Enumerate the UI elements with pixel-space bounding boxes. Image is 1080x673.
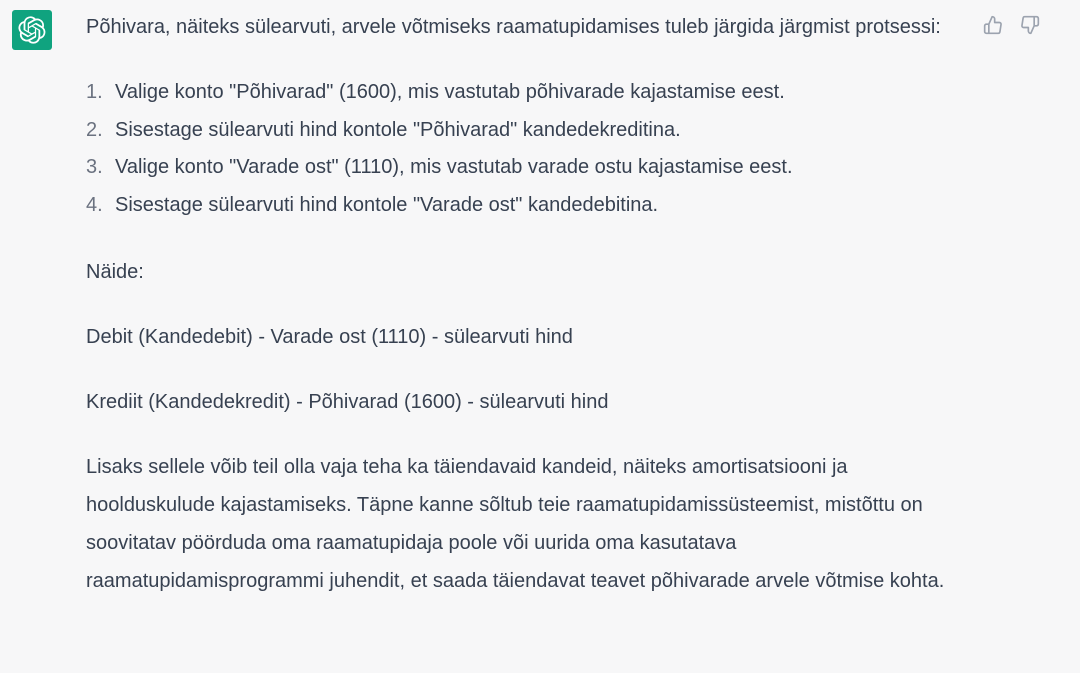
list-item [86,112,966,150]
list-item-text: Valige konto "Põhivarad" (1600), mis vastutab põhivarade kajastamise eest. [115,81,785,103]
thumbs-up-button[interactable] [982,14,1004,36]
thumbs-down-icon [1020,15,1040,35]
list-item-number: 4. [86,194,103,217]
openai-logo-icon [18,16,46,44]
list-item [86,149,966,187]
list-item-text: Sisestage sülearvuti hind kontole "Varade ost" kandedebitina. [115,194,659,217]
list-item-number: 2. [86,118,103,141]
example-label: Näide: [86,260,144,283]
list-item [86,74,966,112]
list-item-number: 1. [86,81,103,103]
list-item-text: Sisestage sülearvuti hind kontole "Põhivarad" kandedekreditina. [115,118,681,141]
list-item-text: Valige konto "Varade ost" (1110), mis vastutab varade ostu kajastamise eest. [115,156,793,179]
feedback-controls [982,14,1041,36]
list-item-number: 3. [86,156,103,179]
list-item [86,187,966,225]
debit-line: Debit (Kandedebit) - Varade ost (1110) - sülearvuti hind [86,325,573,348]
intro-paragraph: Põhivara, näiteks sülearvuti, arvele võtmiseks raamatupidamises tuleb järgida järgmist protsessi: [86,16,941,38]
credit-line: Krediit (Kandedekredit) - Põhivarad (1600) - sülearvuti hind [86,390,609,413]
extra-paragraph: Lisaks sellele võib teil olla vaja teha ka täiendavaid kandeid, näiteks amortisatsiooni ja hoolduskulude kajastamiseks. Täpne kanne sõltub teie raamatupidamissüsteemist, mistõttu on soovitatav pöörduda oma raamatupidaja poole või uurida oma kasutatava raamatupidamisprogrammi juhendit, et saada täiendavat teavet põhivarade arvele võtmise kohta. [86,455,945,592]
thumbs-up-icon [983,15,1003,35]
thumbs-down-button[interactable] [1019,14,1041,36]
assistant-avatar [12,10,52,50]
assistant-message [86,8,966,600]
steps-list [86,74,966,225]
